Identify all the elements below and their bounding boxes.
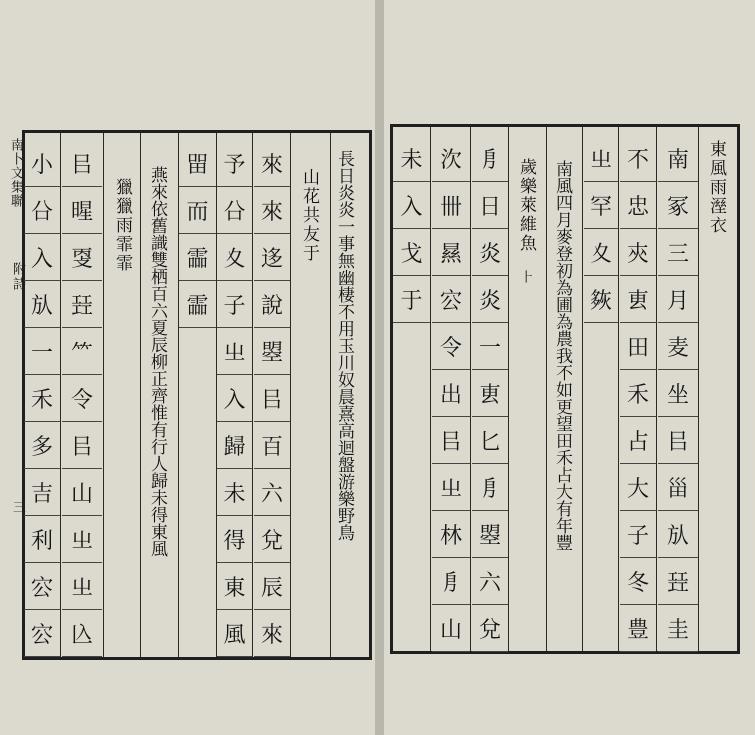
seal-column-4 [62,140,102,657]
seal-glyph: 㫃 [24,281,60,328]
seal-glyph: 麦 [658,323,698,370]
seal-glyph: 來 [254,140,290,187]
seal-glyph: 三 [658,229,698,276]
seal-glyph: 一 [472,323,508,370]
seal-glyph: 山 [62,469,102,516]
seal-glyph: 冬 [620,558,656,605]
seal-glyph: 予 [217,140,252,187]
seal-glyph: 忠 [620,182,656,229]
seal-glyph: 吉 [24,469,60,516]
seal-glyph: 來 [254,187,290,234]
seal-glyph: 㕣 [217,187,252,234]
seal-column-a1 [658,135,698,652]
seal-glyph: 㞢 [217,328,252,375]
seal-glyph: 㫃 [658,511,698,558]
seal-glyph: 㐆 [432,558,470,605]
seal-glyph: 子 [217,281,252,328]
seal-glyph: 禾 [620,370,656,417]
seal-glyph: 林 [432,511,470,558]
seal-glyph: 說 [254,281,290,328]
poem2-line1: 燕來依舊識雙栖百六夏辰柳正齊惟有行人歸未得東風 [147,166,167,557]
seal-glyph: 占 [620,417,656,464]
seal-column-a3 [584,135,618,323]
seal-glyph: 兦 [62,610,102,657]
margin-page-number: 三 [10,500,25,515]
seal-column-5 [24,140,60,657]
seal-glyph: 得 [217,516,252,563]
seal-glyph: 一 [24,328,60,375]
seal-glyph: 六 [254,469,290,516]
seal-column-a2 [620,135,656,652]
seal-glyph: 利 [24,516,60,563]
seal-glyph: 歸 [217,422,252,469]
seal-glyph: 而 [179,187,216,234]
seal-glyph: 子 [620,511,656,558]
margin-section: 附詩 [10,262,25,292]
seal-glyph: 㠯 [432,417,470,464]
seal-glyph: 兌 [472,605,508,652]
seal-glyph: 于 [393,276,430,323]
seal-glyph: 曌 [254,328,290,375]
seal-glyph: 未 [217,469,252,516]
seal-glyph: 不 [620,135,656,182]
seal-glyph: 炎 [472,229,508,276]
seal-glyph: 山 [432,605,470,652]
seal-glyph: 東 [217,563,252,610]
seal-glyph: 㞢 [432,464,470,511]
seal-column-2 [217,140,252,657]
seal-column-3 [179,140,216,328]
seal-glyph: 冢 [658,182,698,229]
poem-text: 南風四月麥登初為圃為農我不如更望田禾占大有年豐 [552,160,572,551]
seal-glyph: 入 [217,375,252,422]
seal-glyph: 㠯 [62,422,102,469]
seal-glyph: 迻 [254,234,290,281]
seal-glyph: 㠭 [62,281,102,328]
seal-glyph: 夊 [584,229,618,276]
seal-glyph: 㽞 [179,140,216,187]
left-page [0,0,375,735]
seal-glyph: 㞢 [62,516,102,563]
seal-glyph: 甾 [658,464,698,511]
seal-glyph: 㠯 [658,417,698,464]
seal-glyph: 辰 [254,563,290,610]
seal-glyph: 㞢 [584,135,618,182]
seal-glyph: 㳄 [432,135,470,182]
seal-glyph: 霝 [179,281,216,328]
poem-title-2: 歲樂萊維魚 [516,158,536,253]
seal-glyph: 罕 [584,182,618,229]
seal-glyph: 㞢 [62,563,102,610]
seal-column-b1 [472,135,508,652]
seal-glyph: 小 [24,140,60,187]
seal-glyph: 未 [393,135,430,182]
seal-glyph: 㷇 [584,276,618,323]
seal-glyph: 㐆 [472,464,508,511]
seal-glyph: 兌 [254,516,290,563]
seal-glyph: 令 [62,375,102,422]
seal-glyph: 㝐 [24,610,60,657]
seal-glyph: 㕣 [24,187,60,234]
poem-title: 東風雨溼衣 [706,140,726,235]
seal-glyph: 出 [432,370,470,417]
seal-glyph: 百 [254,422,290,469]
seal-glyph: 㠭 [658,558,698,605]
seal-glyph: 日 [472,182,508,229]
seal-glyph: 㠯 [254,375,290,422]
seal-glyph: 令 [432,323,470,370]
seal-glyph: 入 [24,234,60,281]
poem1-line1: 長日炎炎一事無幽棲不用玉川奴晨熹高迴盤游樂野鳥 [334,150,354,541]
seal-glyph: 暒 [62,187,102,234]
seal-glyph: 南 [658,135,698,182]
seal-glyph: 來 [254,610,290,657]
seal-glyph: 㚒 [620,229,656,276]
seal-glyph: 卌 [432,182,470,229]
seal-glyph: 入 [393,182,430,229]
seal-glyph: 㪅 [62,234,102,281]
seal-glyph: 大 [620,464,656,511]
seal-column-b2 [432,135,470,652]
seal-glyph: 夊 [217,234,252,281]
seal-glyph: 匕 [472,417,508,464]
seal-glyph: 㠯 [62,140,102,187]
seal-glyph: 戈 [393,229,430,276]
seal-glyph: 叀 [472,370,508,417]
seal-glyph: ⺮ [62,328,102,375]
seal-glyph: 豊 [620,605,656,652]
poem2-line2: 獵獵雨霏霏 [112,178,132,273]
seal-glyph: 㝐 [432,276,470,323]
poem1-line2: 山花共友于 [299,168,319,263]
seal-glyph: 曌 [472,511,508,558]
margin-title: 南卜文集聯 [8,138,23,208]
poem-title-2-mark: ⺊ [518,270,533,285]
seal-glyph: 㝐 [24,563,60,610]
seal-glyph: 禾 [24,375,60,422]
seal-glyph: 炎 [472,276,508,323]
right-page [384,0,755,735]
seal-glyph: 田 [620,323,656,370]
seal-glyph: 風 [217,610,252,657]
seal-glyph: 多 [24,422,60,469]
seal-glyph: 月 [658,276,698,323]
seal-glyph: 㬎 [432,229,470,276]
seal-glyph: 坐 [658,370,698,417]
seal-glyph: 霝 [179,234,216,281]
seal-glyph: 圭 [658,605,698,652]
seal-column-b3 [393,135,430,323]
book-gutter [375,0,384,735]
seal-glyph: 叀 [620,276,656,323]
seal-glyph: 六 [472,558,508,605]
seal-column-1 [254,140,290,657]
seal-glyph: 㐆 [472,135,508,182]
